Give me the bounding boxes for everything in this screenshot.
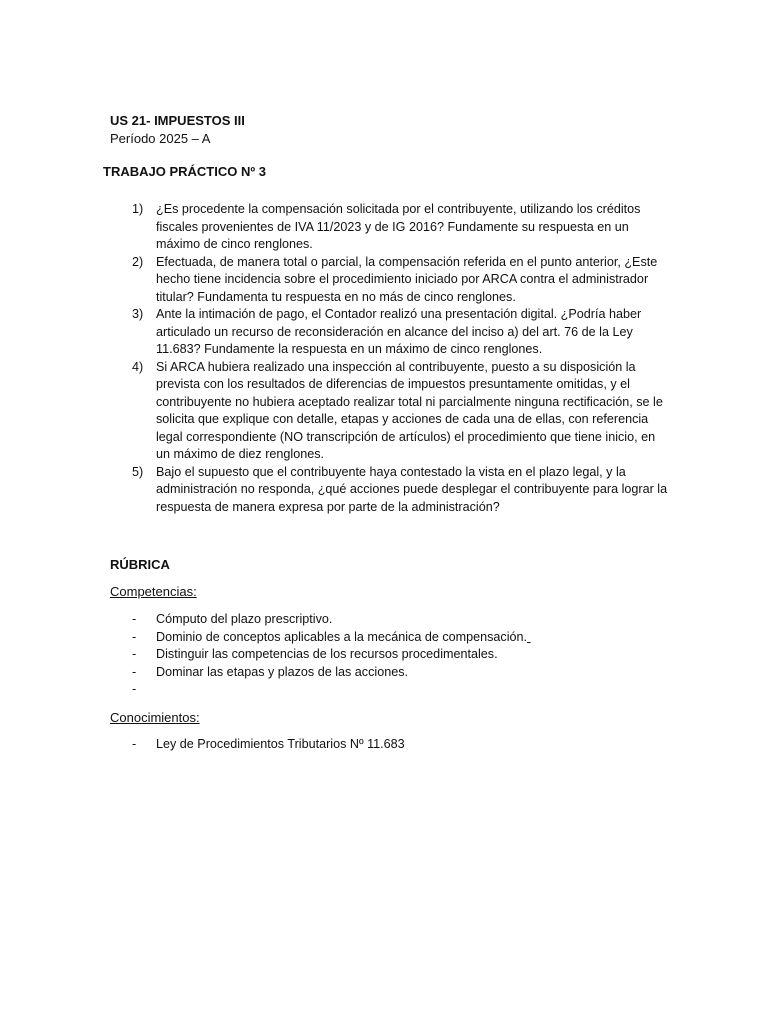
dash-bullet: - (132, 629, 137, 644)
question-number: 1) (132, 202, 144, 216)
competencia-text-content: Dominio de conceptos aplicables a la mecánica de compensación. (156, 629, 528, 644)
competencia-item (110, 629, 670, 647)
question-number: 5) (132, 464, 144, 479)
question-text: Si ARCA hubiera realizado una inspección al contribuyente, puesto a su disposición la prevista con los resultados de diferencias de impuestos presuntamente omitidas, y el contribuyente no hubiera aceptado realizar total ni parcialmente ninguna rectificación, se le solicita que explique con detalle, etapas y acciones de cada una de ellas, con referencia legal correspondiente (NO transcripción de artículos) el procedimiento que tiene inicio, en un máximo de diez renglones. (156, 359, 663, 461)
assignment-title: TRABAJO PRÁCTICO Nº 3 (103, 164, 266, 179)
competencia-text: Cómputo del plazo prescriptivo. (156, 612, 333, 626)
conocimiento-item (110, 736, 670, 754)
question-item (110, 306, 670, 359)
dash-bullet: - (132, 664, 137, 679)
dash-bullet: - (132, 612, 137, 626)
dash-bullet: - (132, 682, 137, 696)
period-label: Período 2025 – A (110, 131, 211, 146)
question-number: 4) (132, 359, 144, 374)
competencia-item (110, 681, 670, 699)
question-list (110, 201, 670, 516)
question-text: Bajo el supuesto que el contribuyente haya contestado la vista en el plazo legal, y la administración no responda, ¿qué acciones puede desplegar el contribuyente para lograr la respuesta de manera expresa por parte de la administración? (156, 464, 668, 514)
competencia-text (156, 681, 670, 699)
question-number: 2) (132, 254, 144, 269)
competencias-list (110, 611, 670, 699)
course-title: US 21- IMPUESTOS III (110, 113, 245, 128)
question-item (110, 464, 670, 517)
competencia-text: Dominar las etapas y plazos de las acciones. (156, 664, 409, 679)
conocimientos-heading: Conocimientos: (110, 710, 200, 725)
competencia-item (110, 646, 670, 664)
question-text: Ante la intimación de pago, el Contador realizó una presentación digital. ¿Podría haber articulado un recurso de reconsideración en alcance del inciso a) del art. 76 de la Ley 11.683? Fundamente la respuesta en un máximo de cinco renglones. (156, 307, 642, 356)
competencia-item (110, 664, 670, 682)
question-item (110, 359, 670, 464)
trailing-underline (527, 630, 531, 644)
question-text: ¿Es procedente la compensación solicitada por el contribuyente, utilizando los créditos fiscales provenientes de IVA 11/2023 y de IG 2016? Fundamente su respuesta en un máximo de cinco renglones. (156, 202, 641, 251)
question-text: Efectuada, de manera total o parcial, la compensación referida en el punto anterior, ¿Este hecho tiene incidencia sobre el procedimiento iniciado por ARCA contra el administrador titular? Fundamenta tu respuesta en no más de cinco renglones. (156, 254, 658, 304)
conocimientos-list (110, 736, 670, 754)
competencias-heading: Competencias: (110, 584, 197, 599)
rubric-title: RÚBRICA (110, 557, 170, 572)
competencia-item (110, 611, 670, 629)
conocimiento-text: Ley de Procedimientos Tributarios Nº 11.683 (156, 737, 405, 751)
dash-bullet: - (132, 647, 137, 661)
competencia-text: Distinguir las competencias de los recursos procedimentales. (156, 647, 498, 661)
competencia-text (156, 629, 670, 647)
dash-bullet: - (132, 737, 137, 751)
question-item (110, 201, 670, 254)
question-number: 3) (132, 307, 144, 321)
question-item (110, 254, 670, 307)
